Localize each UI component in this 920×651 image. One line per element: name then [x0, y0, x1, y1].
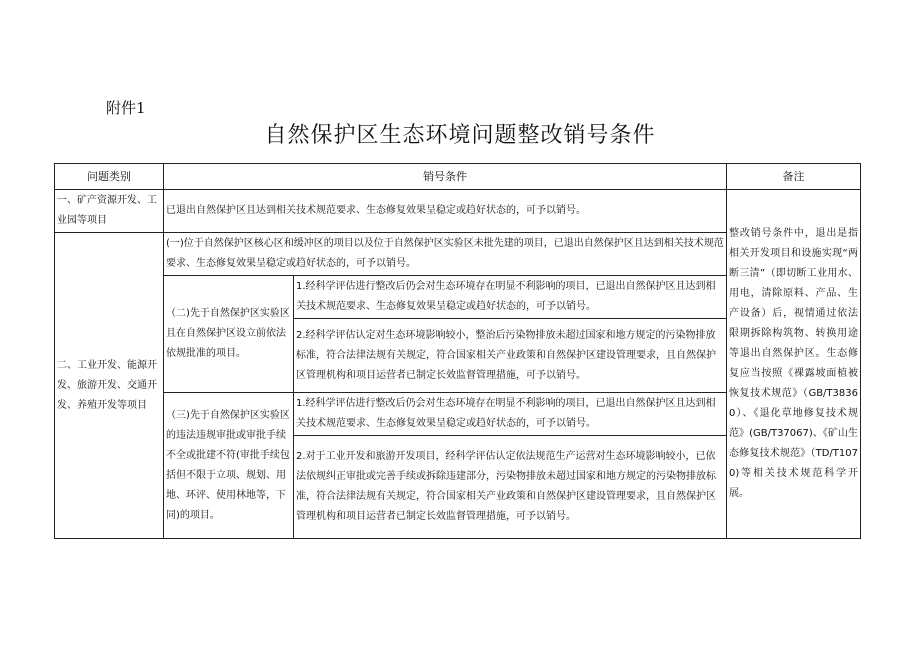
category-cell: 一、矿产资源开发、工业园等项目: [55, 190, 164, 233]
condition-cell: 2.对于工业开发和旅游开发项目，经科学评估认定依法规范生产运营对生态环境影响较小，已依法依规纠正审批或完善手续或拆除违建部分，污染物排放未超过国家和地方规定的污染物排放标准，符合法律法规有关规定，符合国家相关产业政策和自然保护区建设管理要求，且自然保护区管理机构和项目运营者已制定长效监督管理措施，可予以销号。: [294, 436, 727, 539]
header-category: 问题类别: [55, 164, 164, 190]
document-title: 自然保护区生态环境问题整改销号条件: [264, 123, 656, 148]
condition-cell: 1.经科学评估进行整改后仍会对生态环境存在明显不利影响的项目，已退出自然保护区且达到相关技术规范要求、生态修复效果呈稳定或趋好状态的，可予以销号。: [294, 276, 727, 319]
condition-cell: (一)位于自然保护区核心区和缓冲区的项目以及位于自然保护区实验区未批先建的项目，已退出自然保护区且达到相关技术规范要求、生态修复效果呈稳定或趋好状态的，可予以销号。: [164, 233, 727, 276]
annex-label: 附件1: [106, 99, 146, 117]
rectification-conditions-table: [54, 163, 861, 539]
table-header-row: [55, 164, 861, 190]
remark-cell: 整改销号条件中，退出是指相关开发项目和设施实现“两断三清”（即切断工业用水、用电，清除原料、产品、生产设备）后，视情通过依法限期拆除构筑物、转换用途等退出自然保护区。生态修复应当按照《裸露坡面植被恢复技术规范》（GB/T38360）、《退化草地修复技术规范》(GB/T37067)、《矿山生态修复技术规范》（TD/T1070)等相关技术规范科学开展。: [727, 190, 861, 539]
header-condition: 销号条件: [164, 164, 727, 190]
header-remark: 备注: [727, 164, 861, 190]
subcategory-cell: （二)先于自然保护区实验区且在自然保护区设立前依法依规批准的项目。: [164, 276, 294, 393]
category-cell: 二、工业开发、能源开发、旅游开发、交通开发、养殖开发等项目: [55, 233, 164, 539]
table-row: [55, 190, 861, 233]
condition-cell: 已退出自然保护区且达到相关技术规范要求、生态修复效果呈稳定或趋好状态的，可予以销号。: [164, 190, 727, 233]
condition-cell: 1.经科学评估进行整改后仍会对生态环境存在明显不利影响的项目，已退出自然保护区且达到相关技术规范要求、生态修复效果呈稳定或趋好状态的，可予以销号。: [294, 393, 727, 436]
condition-cell: 2.经科学评估认定对生态环境影响较小，整治后污染物排放未超过国家和地方规定的污染物排放标准，符合法律法规有关规定，符合国家相关产业政策和自然保护区建设管理要求，且自然保护区管理机构和项目运营者已制定长效监督管理措施，可予以销号。: [294, 319, 727, 393]
subcategory-cell: （三)先于自然保护区实验区的违法违规审批或审批手续不全或批建不符(审批手续包括但不限于立项、规划、用地、环评、使用林地等，下同)的项目。: [164, 393, 294, 539]
